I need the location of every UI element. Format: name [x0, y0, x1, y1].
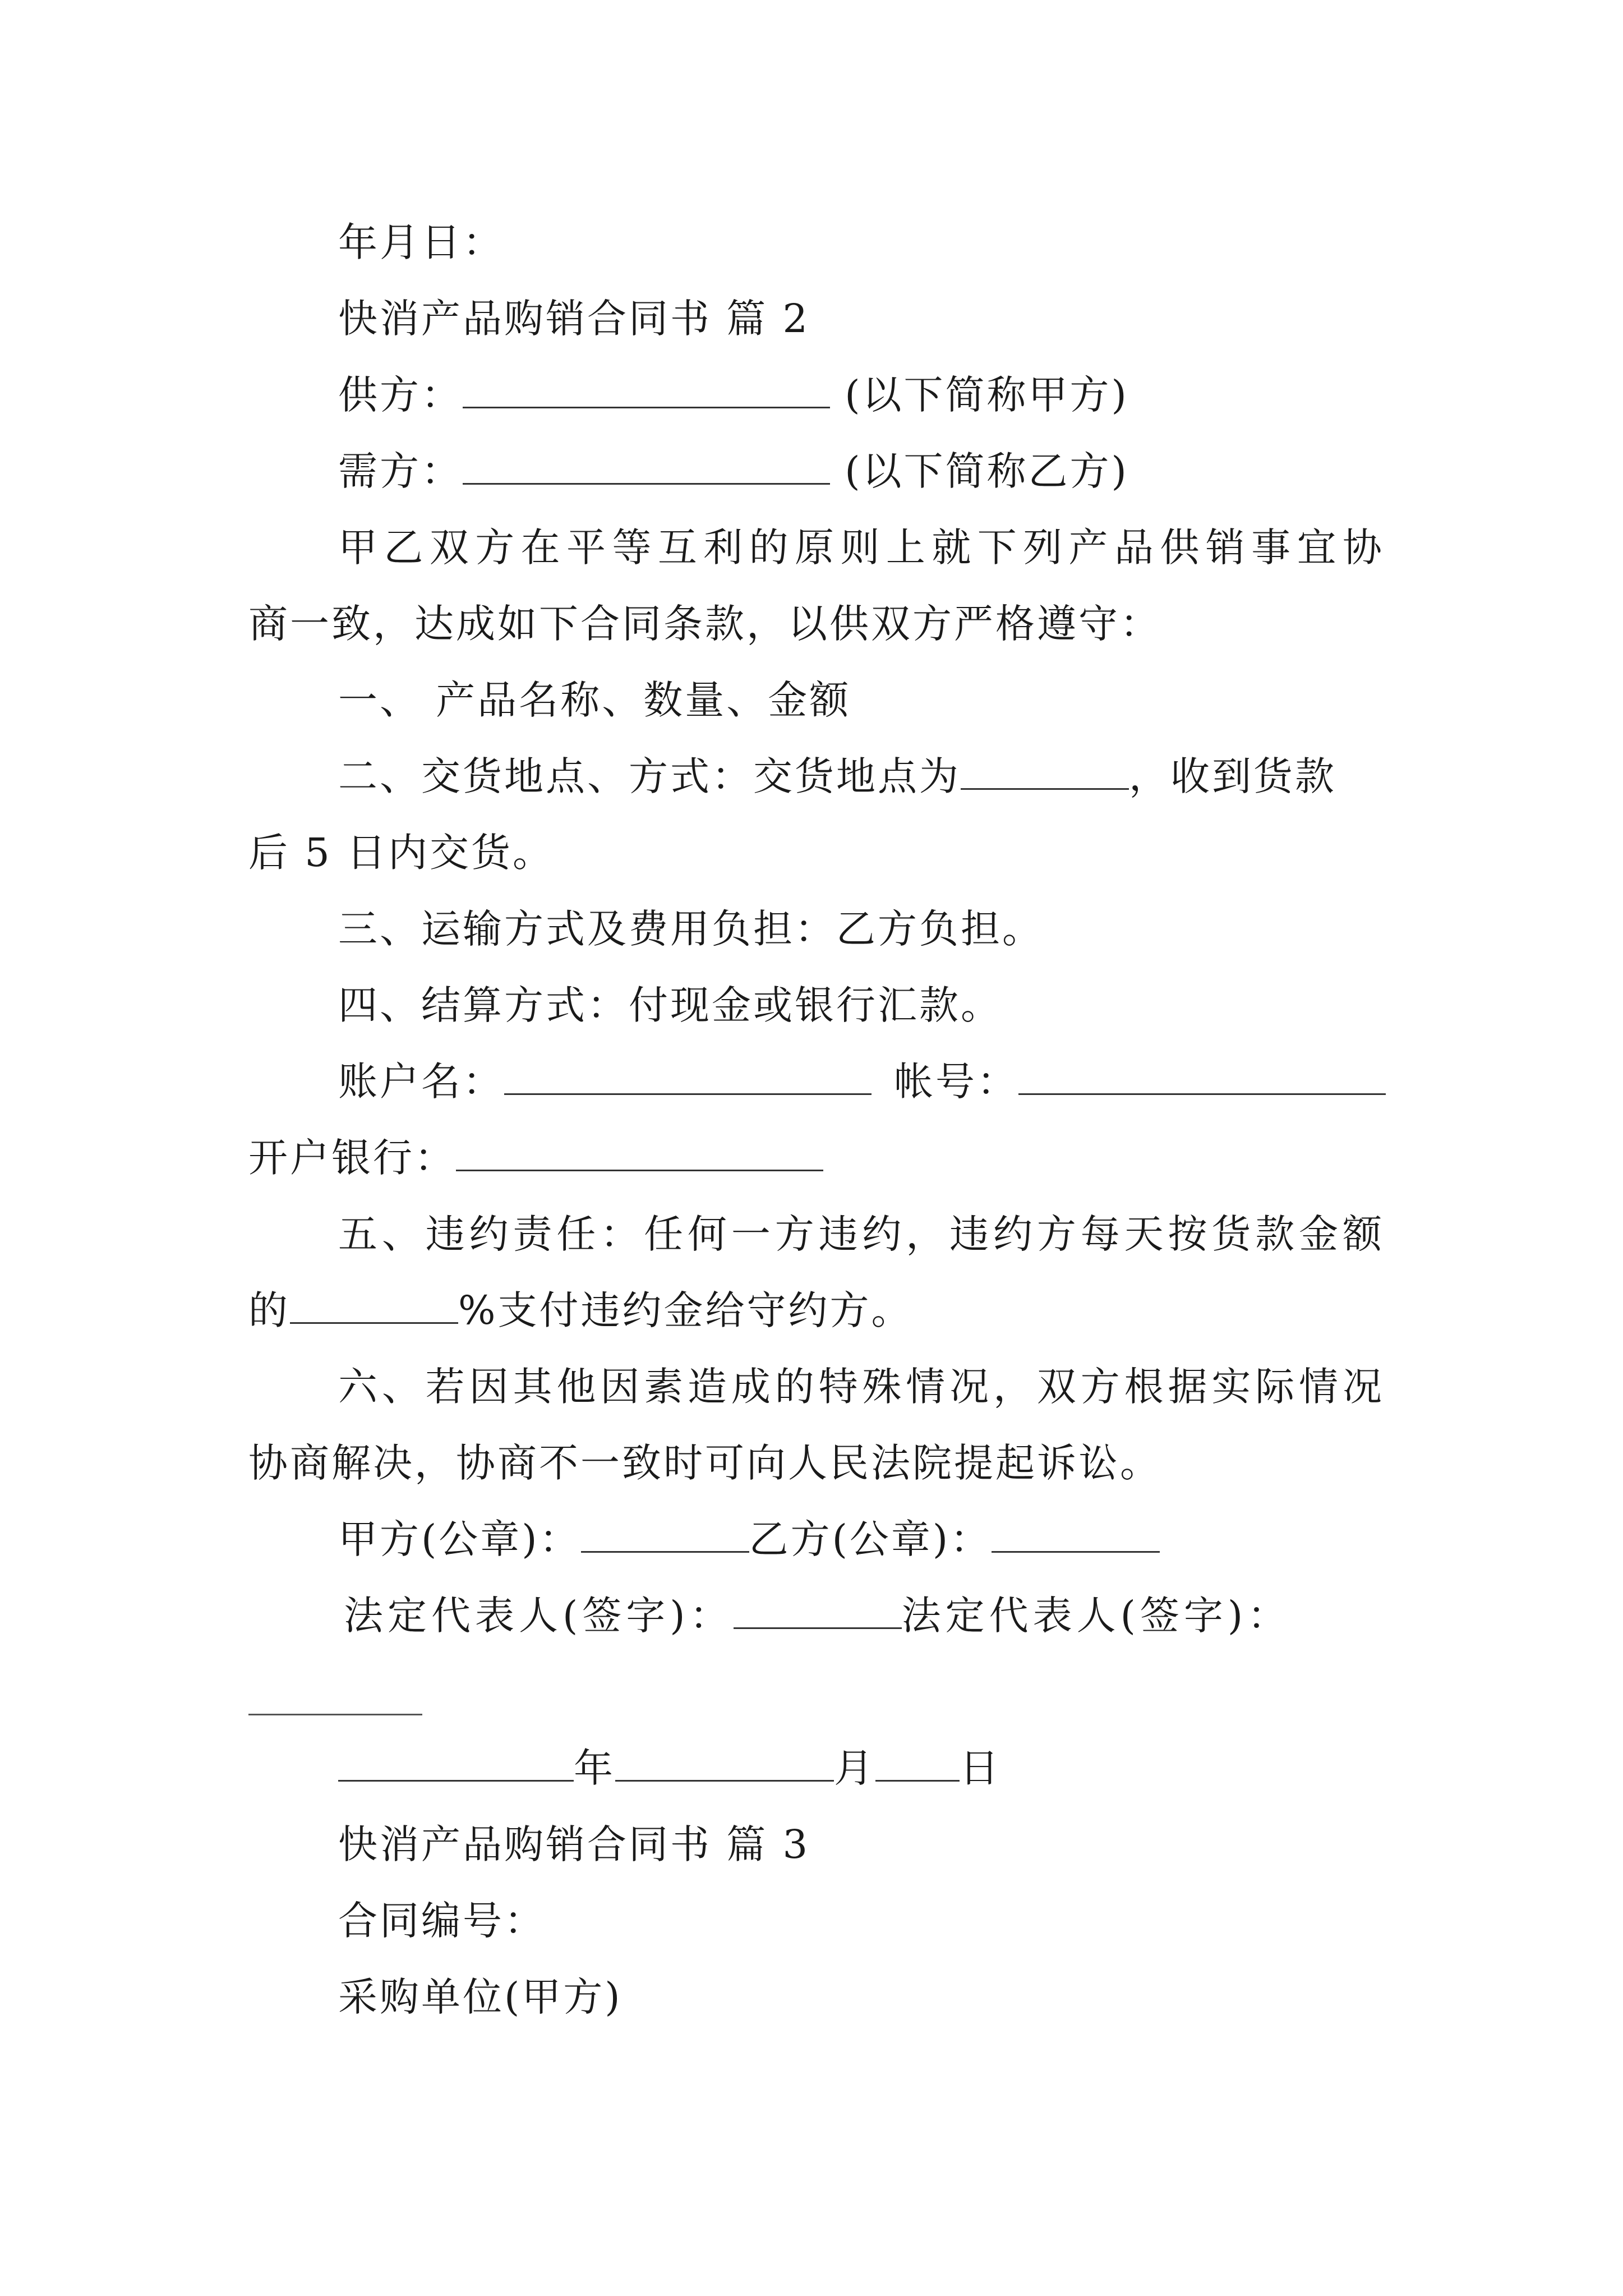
day-label: 日	[960, 1745, 1001, 1791]
date-line: 年月日：	[338, 219, 504, 265]
year-blank[interactable]	[338, 1742, 574, 1782]
account-no-blank[interactable]	[1018, 1055, 1386, 1095]
buyer-line	[338, 443, 1129, 499]
clause-1: 一、 产品名称、数量、金额	[338, 677, 851, 723]
contract-document	[248, 0, 1384, 2296]
month-blank[interactable]	[615, 1742, 834, 1782]
representative-line	[344, 1588, 1291, 1644]
party-b-seal-blank[interactable]	[992, 1513, 1160, 1553]
rep-b-blank[interactable]	[248, 1714, 422, 1715]
supplier-line	[338, 367, 1129, 423]
buyer-label: 需方：	[338, 448, 463, 494]
account-line	[338, 1053, 1386, 1110]
clause-5-text-b: %支付违约金给守约方。	[458, 1287, 913, 1333]
clause-6-line1: 六、若因其他因素造成的特殊情况，双方根据实际情况	[338, 1364, 1384, 1410]
intro-paragraph-line2: 商一致，达成如下合同条款，以供双方严格遵守：	[248, 601, 1161, 647]
clause-5-text-a: 的	[248, 1287, 290, 1333]
bank-line	[248, 1130, 823, 1186]
delivery-location-blank[interactable]	[961, 750, 1129, 790]
clause-6-line2: 协商解决，协商不一致时可向人民法院提起诉讼。	[248, 1440, 1161, 1486]
contract-number-label: 合同编号：	[338, 1898, 546, 1944]
clause-2-line1	[338, 748, 1336, 804]
signing-date-line	[338, 1740, 1001, 1796]
account-name-label: 账户名：	[338, 1059, 504, 1105]
purchaser-label: 采购单位(甲方)	[338, 1974, 623, 2020]
supplier-blank[interactable]	[463, 369, 830, 408]
clause-4: 四、结算方式：付现金或银行汇款。	[338, 982, 1002, 1028]
bank-blank[interactable]	[456, 1131, 823, 1171]
clause-2-text-a: 二、交货地点、方式：交货地点为	[338, 753, 961, 799]
clause-5-line2	[248, 1282, 913, 1338]
rep-b-label: 法定代表人(签字)：	[901, 1593, 1292, 1639]
intro-paragraph-line1: 甲乙双方在平等互利的原则上就下列产品供销事宜协	[338, 524, 1384, 570]
clause-2-text-b: ，收到货款	[1129, 753, 1336, 799]
seal-line	[338, 1511, 1160, 1567]
section-heading-3: 快消产品购销合同书 篇 3	[338, 1821, 810, 1867]
account-no-label: 帐号：	[894, 1059, 1018, 1105]
party-a-seal-blank[interactable]	[581, 1513, 749, 1553]
clause-3: 三、运输方式及费用负担：乙方负担。	[338, 906, 1044, 952]
year-label: 年	[574, 1745, 615, 1791]
buyer-note: (以下简称乙方)	[830, 448, 1129, 494]
penalty-rate-blank[interactable]	[290, 1284, 458, 1324]
rep-a-blank[interactable]	[734, 1589, 902, 1629]
rep-a-label: 法定代表人(签字)：	[344, 1593, 734, 1639]
account-name-blank[interactable]	[504, 1055, 872, 1095]
buyer-blank[interactable]	[463, 445, 830, 485]
supplier-label: 供方：	[338, 372, 463, 418]
month-label: 月	[834, 1745, 875, 1791]
supplier-note: (以下简称甲方)	[830, 372, 1129, 418]
section-heading-2: 快消产品购销合同书 篇 2	[338, 296, 810, 342]
bank-label: 开户银行：	[248, 1135, 456, 1181]
clause-5-line1: 五、违约责任：任何一方违约，违约方每天按货款金额	[338, 1211, 1384, 1257]
day-blank[interactable]	[875, 1742, 960, 1782]
clause-2-line2: 后 5 日内交货。	[248, 830, 555, 876]
party-b-seal-label: 乙方(公章)：	[749, 1516, 992, 1562]
party-a-seal-label: 甲方(公章)：	[338, 1516, 581, 1562]
